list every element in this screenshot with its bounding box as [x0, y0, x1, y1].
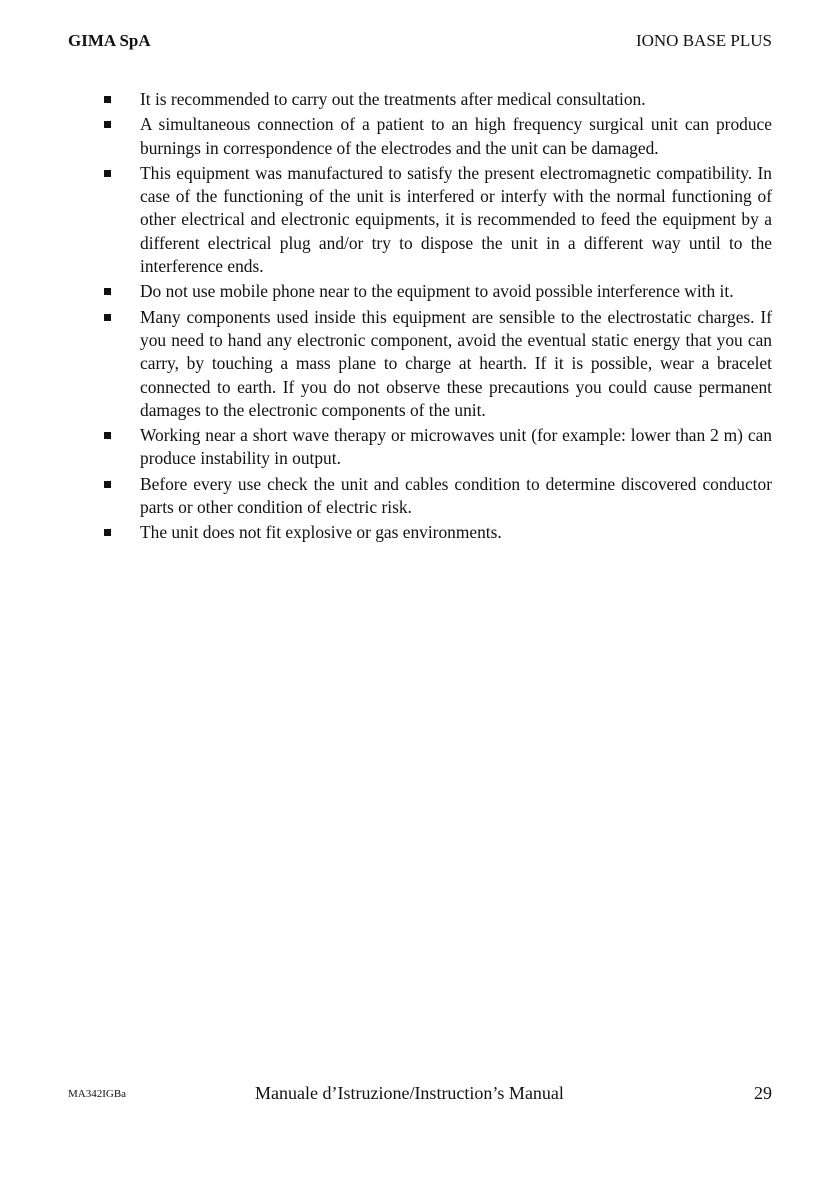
square-bullet-icon	[104, 432, 111, 439]
manual-title: Manuale d’Istruzione/Instruction’s Manual	[255, 1083, 564, 1103]
warning-text: This equipment was manufactured to satisfy the present electromagnetic compatibility. In case of the functioning of the unit is interfered or interfy with the normal functioning of other electrical and electronic equipments, it is recommended to feed the equipment by a different electrical plug and/or try to dispose the unit in a different way until to the interference ends.	[140, 162, 772, 277]
page-number: 29	[754, 1083, 772, 1103]
product-name: IONO BASE PLUS	[635, 31, 772, 50]
warning-text: A simultaneous connection of a patient to an high frequency surgical unit can produce burnings in correspondence of the electrodes and the unit can be damaged.	[140, 114, 772, 158]
square-bullet-icon	[104, 96, 111, 103]
page-footer	[68, 1081, 772, 1105]
list-item	[104, 521, 772, 544]
list-item	[104, 473, 772, 520]
warning-text: Working near a short wave therapy or microwaves unit (for example: lower than 2 m) can produce instability in output.	[140, 425, 772, 469]
square-bullet-icon	[104, 481, 111, 488]
list-item	[104, 306, 772, 422]
square-bullet-icon	[104, 314, 111, 321]
square-bullet-icon	[104, 170, 111, 177]
company-name: GIMA SpA	[68, 31, 151, 50]
square-bullet-icon	[104, 529, 111, 536]
warning-text: It is recommended to carry out the treatments after medical consultation.	[140, 89, 646, 109]
warning-text: Before every use check the unit and cables condition to determine discovered conductor parts or other condition of electric risk.	[140, 473, 772, 518]
document-code: MA342IGBa	[68, 1088, 127, 1100]
warning-text: Many components used inside this equipment are sensible to the electrostatic charges. If you need to hand any electronic component, avoid the eventual static energy that you can carry, by touching a mass plane to charge at hearth. If it is possible, wear a bracelet connected to earth. If you do not observe these precautions you could cause permanent damages to the electronic components of the unit.	[140, 306, 772, 420]
square-bullet-icon	[104, 121, 111, 128]
list-item	[104, 162, 772, 278]
warning-text: Do not use mobile phone near to the equipment to avoid possible interference with it.	[140, 281, 734, 302]
warnings-list	[104, 88, 772, 547]
list-item	[104, 88, 772, 111]
warning-text: The unit does not fit explosive or gas environments.	[140, 522, 502, 543]
page-header	[68, 29, 772, 53]
square-bullet-icon	[104, 288, 111, 295]
list-item	[104, 113, 772, 160]
list-item	[104, 280, 772, 303]
list-item	[104, 424, 772, 471]
